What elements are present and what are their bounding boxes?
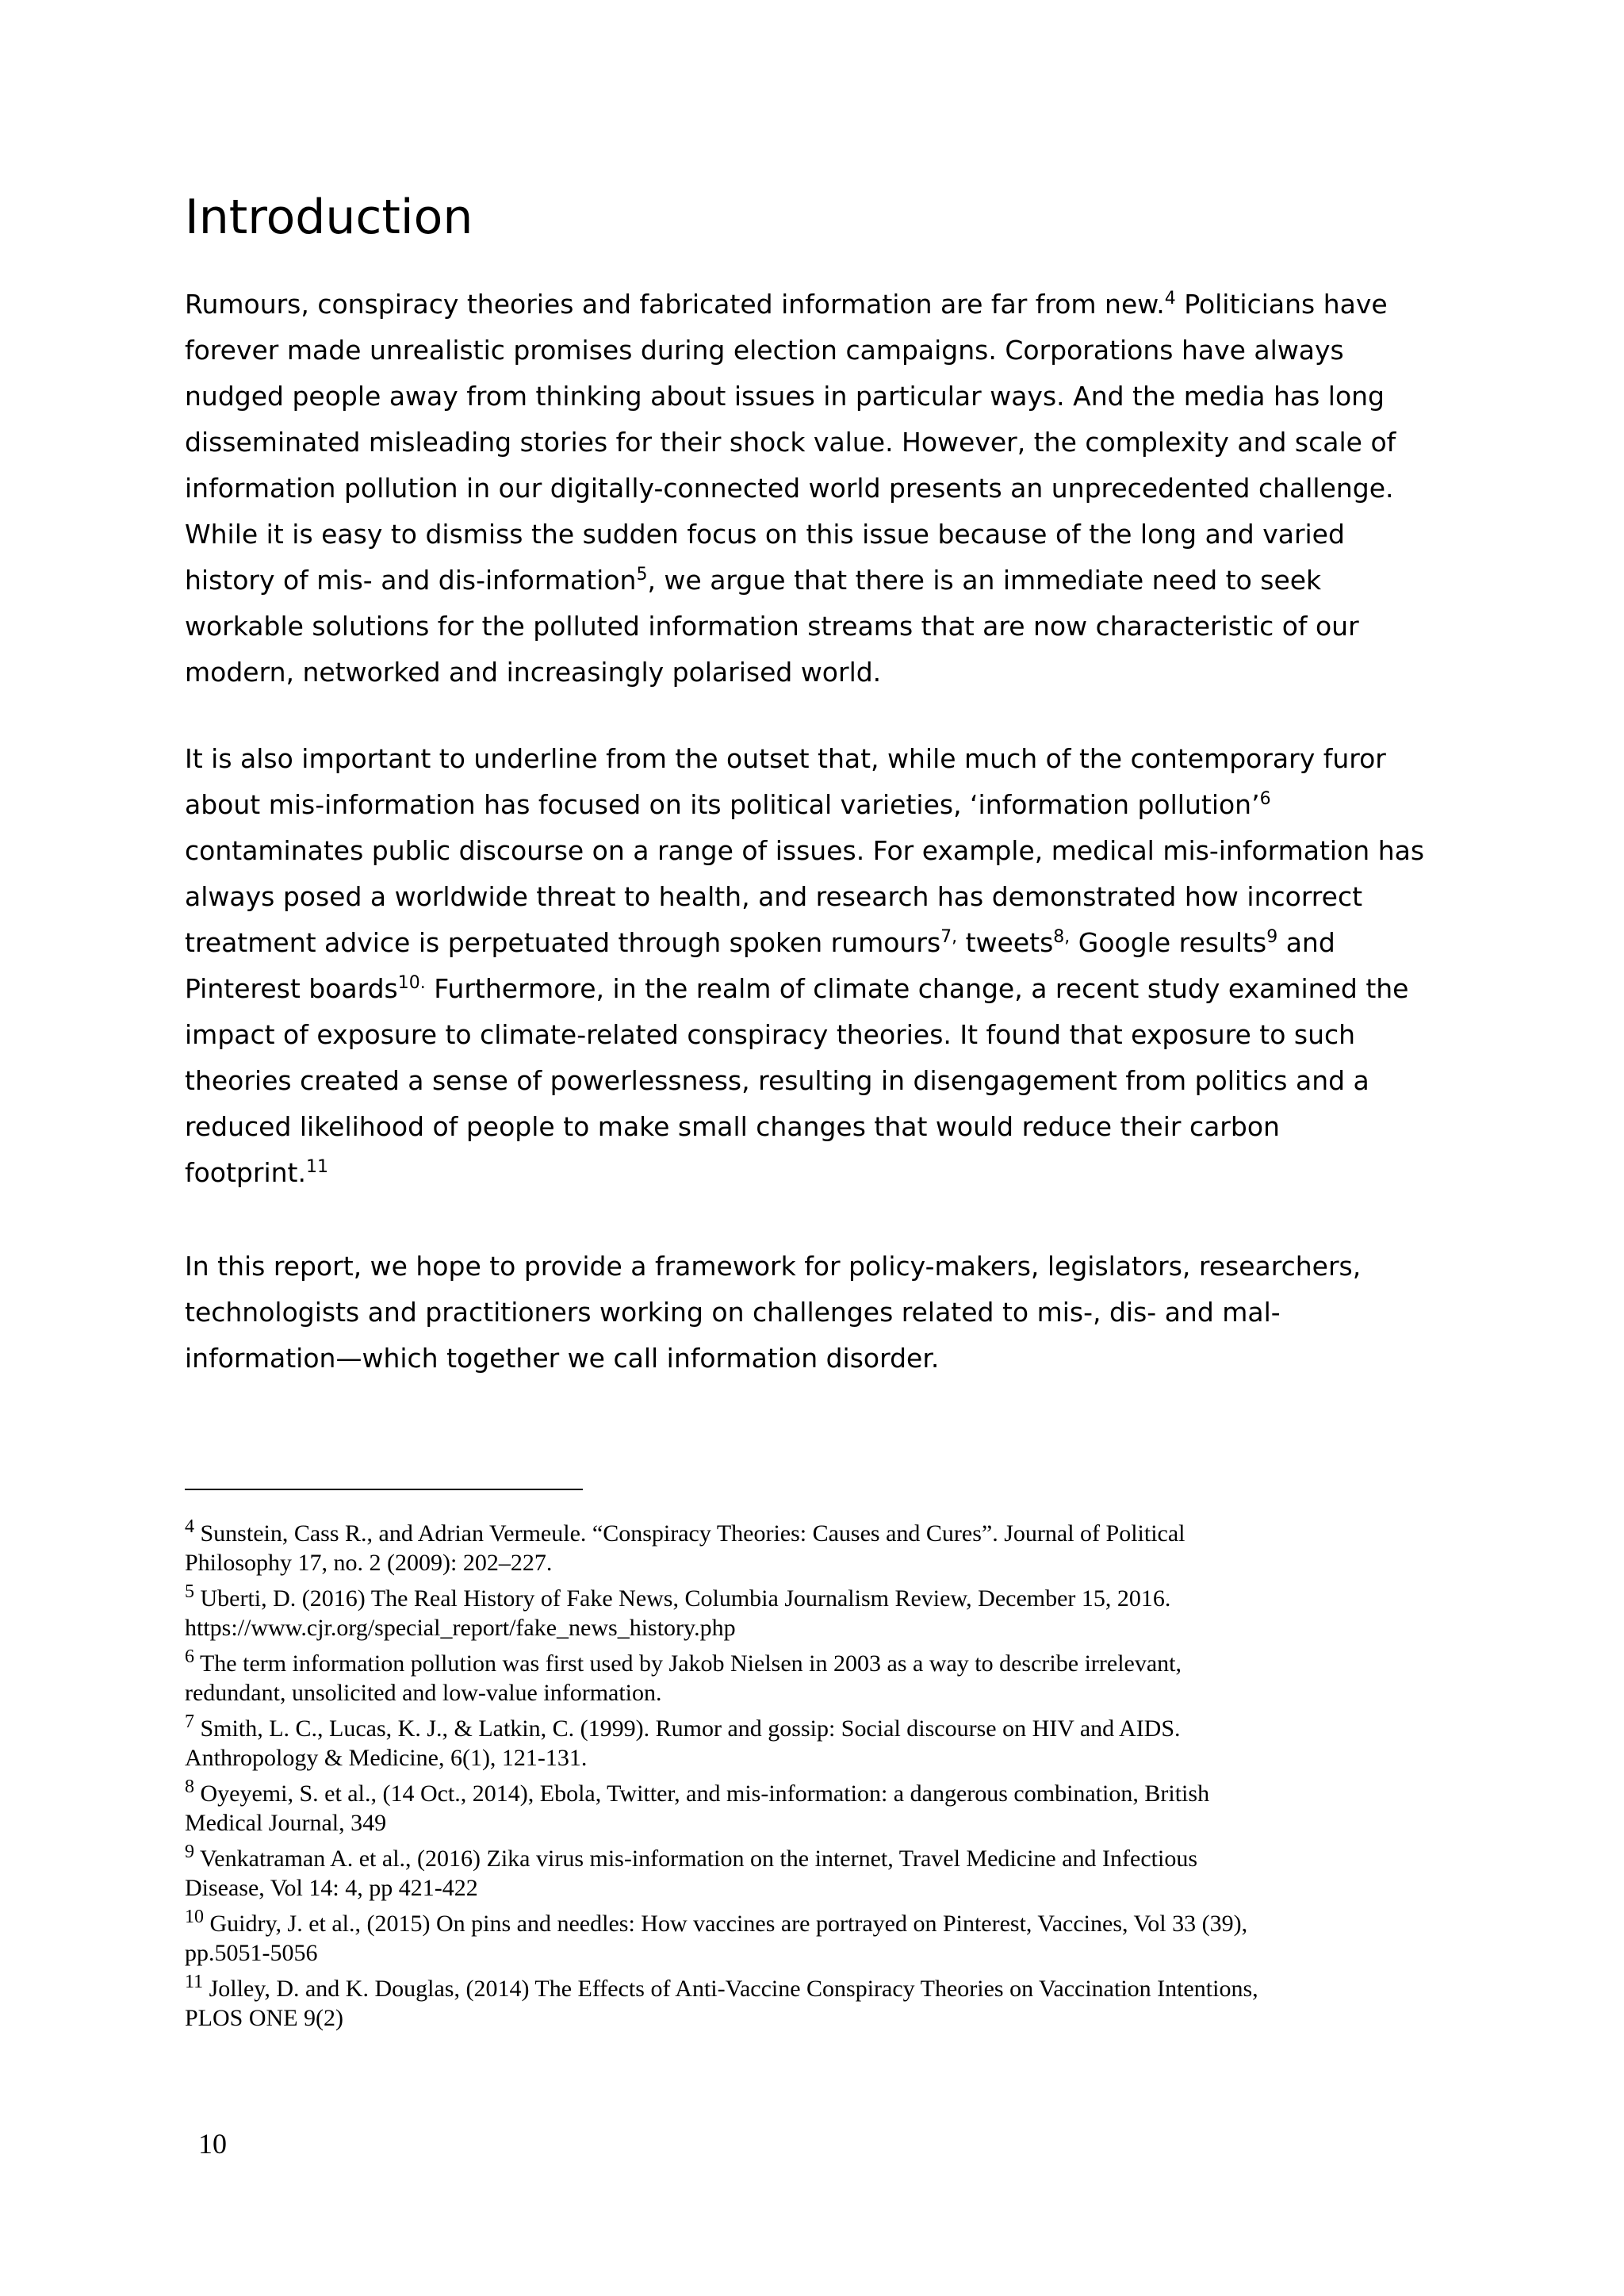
text-run: and <box>1277 927 1335 958</box>
footnote-reference: 6 <box>1259 789 1271 809</box>
text-line <box>185 782 1454 828</box>
text-run: While it is easy to dismiss the sudden focus on this issue because of the long and varied <box>185 519 1345 550</box>
footnote-line <box>185 1743 1454 1773</box>
text-line <box>185 920 1454 966</box>
text-run: reduced likelihood of people to make small changes that would reduce their carbon <box>185 1111 1280 1142</box>
text-run: contaminates public discourse on a range of issues. For example, medical mis-information has <box>185 835 1425 866</box>
footnote-text: Sunstein, Cass R., and Adrian Vermeule. “Conspiracy Theories: Causes and Cures”. Journal of Political <box>200 1520 1185 1547</box>
footnote-separator <box>185 1489 583 1490</box>
footnote-line <box>185 1516 1454 1548</box>
footnote-6 <box>185 1646 1454 1708</box>
text-line <box>185 512 1454 558</box>
footnote-line <box>185 1678 1454 1708</box>
footnote-7 <box>185 1711 1454 1773</box>
footnote-4 <box>185 1516 1454 1577</box>
text-line <box>185 466 1454 512</box>
footnote-number: 10 <box>185 1907 204 1927</box>
footnote-text: Venkatraman A. et al., (2016) Zika virus mis-information on the internet, Travel Medicine and Infectious <box>199 1846 1197 1872</box>
footnote-text: Jolley, D. and K. Douglas, (2014) The Effects of Anti-Vaccine Conspiracy Theories on Vaccination Intentions, <box>209 1976 1258 2002</box>
footnote-5 <box>185 1581 1454 1642</box>
footnote-text: redundant, unsolicited and low-value information. <box>185 1680 662 1706</box>
text-line <box>185 1104 1454 1150</box>
text-line <box>185 282 1454 328</box>
text-run: footprint. <box>185 1157 306 1188</box>
footnotes-list <box>185 1516 1454 2039</box>
text-run: impact of exposure to climate-related conspiracy theories. It found that exposure to such <box>185 1019 1356 1050</box>
text-line <box>185 736 1454 782</box>
text-run: nudged people away from thinking about issues in particular ways. And the media has long <box>185 381 1385 412</box>
footnote-number: 7 <box>185 1711 194 1732</box>
text-run: treatment advice is perpetuated through spoken rumours <box>185 927 941 958</box>
text-line <box>185 374 1454 420</box>
text-run: Furthermore, in the realm of climate change, a recent study examined the <box>425 973 1409 1004</box>
page-number: 10 <box>198 2128 227 2160</box>
footnote-text: Oyeyemi, S. et al., (14 Oct., 2014), Ebola, Twitter, and mis-information: a dangerous combination, British <box>200 1780 1210 1807</box>
text-run: Pinterest boards <box>185 973 398 1004</box>
text-line <box>185 966 1454 1012</box>
footnote-number: 8 <box>185 1777 194 1797</box>
text-run: information—which together we call information disorder. <box>185 1343 940 1374</box>
footnote-line <box>185 1873 1454 1903</box>
footnote-reference: 7, <box>940 927 958 947</box>
text-line <box>185 828 1454 874</box>
text-line <box>185 1244 1454 1290</box>
footnote-line <box>185 1548 1454 1577</box>
text-run: workable solutions for the polluted information streams that are now characteristic of our <box>185 611 1359 642</box>
footnote-line <box>185 1711 1454 1743</box>
footnote-reference: 4 <box>1164 289 1176 309</box>
text-line <box>185 1290 1454 1336</box>
footnote-reference: 9 <box>1266 927 1278 947</box>
text-run: about mis-information has focused on its political varieties, ‘information pollution’ <box>185 789 1260 820</box>
footnote-line <box>185 1844 1454 1873</box>
text-run: history of mis- and dis-information <box>185 565 637 596</box>
footnote-text: Philosophy 17, no. 2 (2009): 202–227. <box>185 1550 553 1576</box>
footnote-line <box>185 1613 1454 1642</box>
section-heading: Introduction <box>185 190 473 245</box>
text-run: information pollution in our digitally-connected world presents an unprecedented challenge. <box>185 473 1394 504</box>
footnote-number: 4 <box>185 1516 194 1537</box>
footnote-text: PLOS ONE 9(2) <box>185 2005 343 2031</box>
footnote-line <box>185 1779 1454 1808</box>
text-run: theories created a sense of powerlessness, resulting in disengagement from politics and a <box>185 1065 1369 1096</box>
footnote-reference: 11 <box>305 1157 328 1177</box>
footnote-line <box>185 1808 1454 1838</box>
footnote-text: Guidry, J. et al., (2015) On pins and needles: How vaccines are portrayed on Pinterest, Vaccines, Vol 33 (39), <box>209 1911 1248 1937</box>
footnote-reference: 8, <box>1053 927 1071 947</box>
footnote-text: Uberti, D. (2016) The Real History of Fake News, Columbia Journalism Review, December 15, 2016. <box>200 1585 1171 1612</box>
footnote-number: 6 <box>185 1646 194 1667</box>
text-run: disseminated misleading stories for their shock value. However, the complexity and scale of <box>185 427 1396 458</box>
footnote-11 <box>185 1974 1454 2033</box>
paragraph-intro <box>185 282 1454 696</box>
footnote-line <box>185 2003 1454 2033</box>
text-line <box>185 328 1454 374</box>
text-line <box>185 650 1454 696</box>
footnote-line <box>185 1646 1454 1678</box>
text-line <box>185 1336 1454 1382</box>
text-line <box>185 604 1454 650</box>
footnote-text: Smith, L. C., Lucas, K. J., & Latkin, C. (1999). Rumor and gossip: Social discourse on HIV and AIDS. <box>200 1715 1181 1742</box>
footnote-text: https://www.cjr.org/special_report/fake_news_history.php <box>185 1615 736 1641</box>
footnote-number: 9 <box>185 1842 194 1862</box>
text-run: In this report, we hope to provide a framework for policy-makers, legislators, researchers, <box>185 1251 1362 1282</box>
text-line <box>185 420 1454 466</box>
text-line <box>185 1058 1454 1104</box>
footnote-text: Medical Journal, 349 <box>185 1810 387 1836</box>
footnote-text: pp.5051-5056 <box>185 1940 318 1966</box>
text-run: Google results <box>1070 927 1267 958</box>
footnote-text: The term information pollution was first used by Jakob Nielsen in 2003 as a way to describe irrelevant, <box>199 1650 1182 1677</box>
footnote-line <box>185 1909 1454 1938</box>
text-run: always posed a worldwide threat to health, and research has demonstrated how incorrect <box>185 881 1363 912</box>
text-run: It is also important to underline from the outset that, while much of the contemporary furor <box>185 743 1386 774</box>
text-run: , we argue that there is an immediate need to seek <box>647 565 1322 596</box>
paragraph-information-pollution <box>185 736 1454 1196</box>
footnote-number: 11 <box>185 1972 204 1992</box>
footnote-line <box>185 1581 1454 1613</box>
text-line <box>185 874 1454 920</box>
footnote-text: Anthropology & Medicine, 6(1), 121-131. <box>185 1745 588 1771</box>
footnote-line <box>185 1974 1454 2003</box>
text-run: Politicians have <box>1175 289 1388 320</box>
footnote-8 <box>185 1779 1454 1838</box>
footnote-9 <box>185 1844 1454 1903</box>
text-run: Rumours, conspiracy theories and fabricated information are far from new. <box>185 289 1165 320</box>
footnote-line <box>185 1938 1454 1968</box>
footnote-text: Disease, Vol 14: 4, pp 421-422 <box>185 1875 478 1901</box>
footnote-number: 5 <box>185 1581 194 1602</box>
text-run: modern, networked and increasingly polarised world. <box>185 657 882 688</box>
footnote-reference: 5 <box>636 565 648 585</box>
text-run: tweets <box>957 927 1054 958</box>
paragraph-report-purpose <box>185 1244 1454 1382</box>
text-run: forever made unrealistic promises during election campaigns. Corporations have always <box>185 335 1344 366</box>
text-run: technologists and practitioners working on challenges related to mis-, dis- and mal- <box>185 1297 1281 1328</box>
text-line <box>185 1150 1454 1196</box>
footnote-10 <box>185 1909 1454 1968</box>
text-line <box>185 1012 1454 1058</box>
footnote-reference: 10. <box>397 973 426 993</box>
text-line <box>185 558 1454 604</box>
